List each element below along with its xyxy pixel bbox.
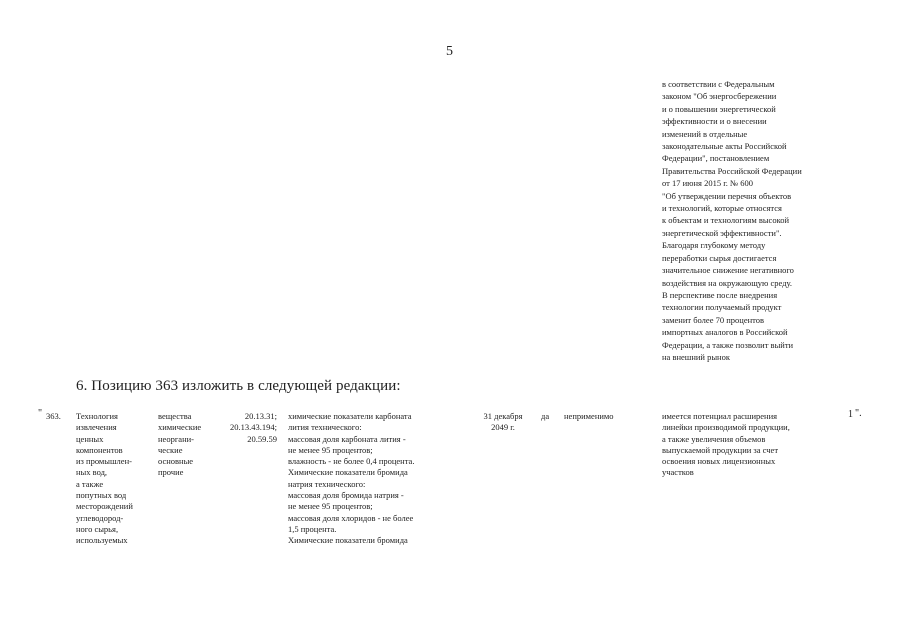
code-line: 20.13.43.194; xyxy=(230,422,277,433)
paragraph-line: "Об утверждении перечня объектов xyxy=(662,190,792,201)
paragraph-line: Федерации", постановлением xyxy=(662,153,770,164)
potential-line: освоения новых лицензионных xyxy=(662,456,776,467)
paragraph-line: Благодаря глубокому методу xyxy=(662,240,766,251)
technology-line: компонентов xyxy=(76,444,123,455)
paragraph-line: заменит более 70 процентов xyxy=(662,314,765,325)
product-line: основные xyxy=(158,456,194,467)
date-cell xyxy=(470,411,536,434)
indicator-line: Химические показатели бромида xyxy=(288,535,408,546)
code-line: 20.13.31; xyxy=(244,411,277,421)
paragraph-line: законодательные акты Российской xyxy=(662,141,787,152)
potential-line: линейки производимой продукции, xyxy=(662,422,790,433)
indicator-line: лития технического: xyxy=(288,422,362,433)
paragraph-line: и технологий, которые относятся xyxy=(662,203,782,214)
date-line: 31 декабря xyxy=(483,411,523,421)
paragraph-line: воздействия на окружающую среду. xyxy=(662,277,793,288)
paragraph-line: к объектам и технологиям высокой xyxy=(662,215,790,226)
paragraph-line: Федерации, а также позволит выйти xyxy=(662,339,794,350)
paragraph-line: эффективности и о внесении xyxy=(662,116,767,127)
paragraph-line: в соответствии с Федеральным xyxy=(662,79,775,89)
paragraph-line: импортных аналогов в Российской xyxy=(662,327,788,338)
codes-cell xyxy=(217,411,277,445)
date-line: 2049 г. xyxy=(491,422,515,433)
paragraph-line: энергетической эффективности". xyxy=(662,227,782,238)
paragraph-line: на внешний рынок xyxy=(662,351,730,362)
page-number: 5 xyxy=(446,44,453,59)
product-cell xyxy=(158,411,201,479)
indicator-line: Химические показатели бромида xyxy=(288,467,408,478)
potential-cell xyxy=(662,411,790,479)
technology-cell xyxy=(76,411,133,547)
technology-line: используемых xyxy=(76,535,128,546)
indicator-line: не менее 95 процентов; xyxy=(288,444,373,455)
indicator-line: натрия технического: xyxy=(288,478,366,489)
closing-quote: ". xyxy=(855,408,862,419)
potential-line: а также увеличения объемов xyxy=(662,433,766,444)
indicator-line: не менее 95 процентов; xyxy=(288,501,373,512)
opening-quote: " xyxy=(38,408,43,419)
product-line: прочие xyxy=(158,467,184,478)
paragraph-line: технологии получаемый продукт xyxy=(662,302,782,313)
technology-line: попутных вод xyxy=(76,490,127,501)
paragraph-line: законом "Об энергосбережении xyxy=(662,91,777,102)
indicator-line: 1,5 процента. xyxy=(288,523,337,534)
position-number: 363. xyxy=(46,411,61,421)
indicator-line: химические показатели карбоната xyxy=(288,411,412,421)
paragraph-line: и о повышении энергетической xyxy=(662,103,776,114)
technology-line: извлечения xyxy=(76,422,117,433)
product-line: ческие xyxy=(158,444,183,455)
technology-line: а также xyxy=(76,478,104,489)
indicators-cell xyxy=(288,411,414,547)
technology-line: из промышлен- xyxy=(76,456,132,467)
paragraph-line: от 17 июня 2015 г. № 600 xyxy=(662,178,753,189)
last-value-cell: 1 xyxy=(848,409,853,420)
potential-line: выпускаемой продукции за счет xyxy=(662,444,779,455)
paragraph-line: значительное снижение негативного xyxy=(662,265,794,276)
yes-cell: да xyxy=(541,411,550,421)
paragraph-line: Правительства Российской Федерации xyxy=(662,165,802,176)
technology-line: месторождений xyxy=(76,501,133,512)
indicator-line: влажность - не более 0,4 процента. xyxy=(288,456,415,467)
indicator-line: массовая доля хлоридов - не более xyxy=(288,512,414,523)
technology-line: углеводород- xyxy=(76,512,124,523)
not-applicable-cell: неприменимо xyxy=(564,411,614,421)
technology-line: ных вод, xyxy=(76,467,108,478)
paragraph-line: переработки сырья достигается xyxy=(662,252,777,263)
potential-line: участков xyxy=(662,467,694,478)
top-text-block xyxy=(662,78,802,363)
code-line: 20.59.59 xyxy=(247,433,277,444)
product-line: неоргани- xyxy=(158,433,195,444)
section-heading: 6. Позицию 363 изложить в следующей редакции: xyxy=(76,378,401,394)
product-line: вещества xyxy=(158,411,192,421)
technology-line: ценных xyxy=(76,433,104,444)
technology-line: ного сырья, xyxy=(76,523,119,534)
indicator-line: массовая доля бромида натрия - xyxy=(288,490,404,501)
potential-line: имеется потенциал расширения xyxy=(662,411,778,421)
product-line: химические xyxy=(158,422,202,433)
paragraph-line: В перспективе после внедрения xyxy=(662,289,778,300)
technology-line: Технология xyxy=(76,411,118,421)
indicator-line: массовая доля карбоната лития - xyxy=(288,433,406,444)
paragraph-line: изменений в отдельные xyxy=(662,128,748,139)
